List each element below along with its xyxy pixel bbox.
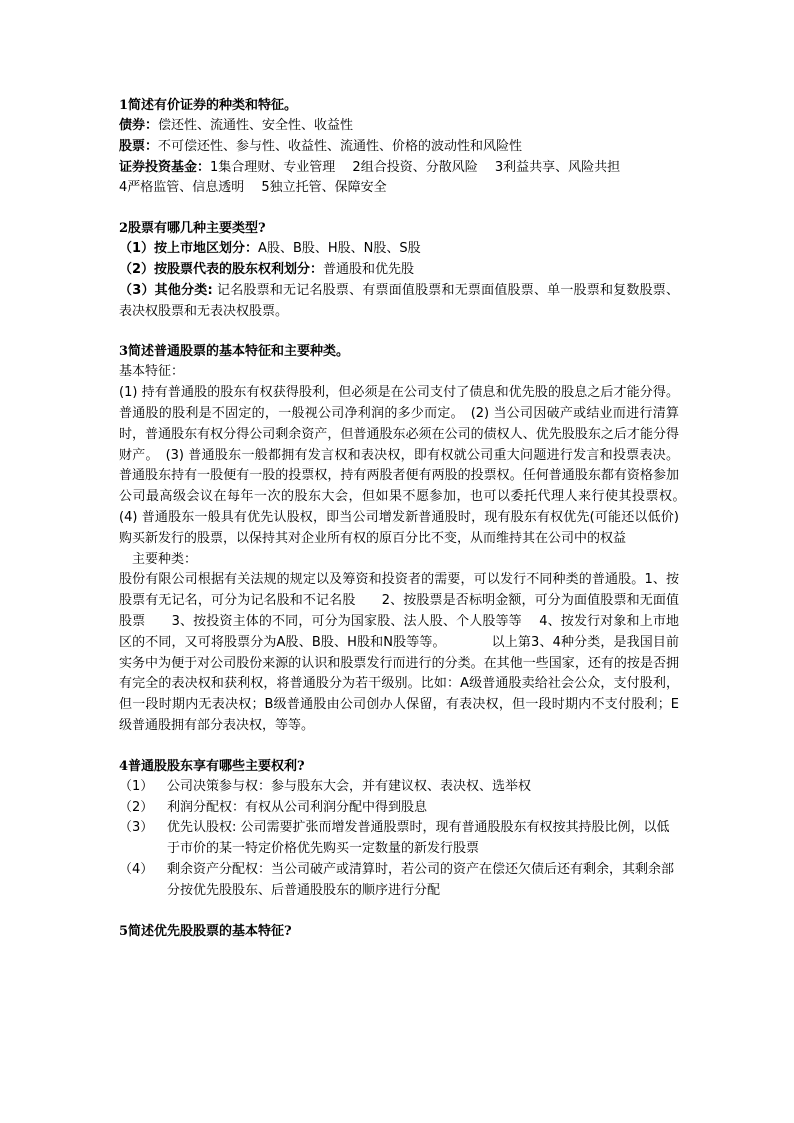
q2-item-2-label: （2）按股票代表的股东权利划分： [119, 261, 324, 277]
q2-item-2 [119, 260, 679, 281]
stock-text: 不可偿还性、参与性、收益性、流通性、价格的波动性和风险性 [158, 138, 523, 154]
document-page [119, 96, 693, 942]
q3-heading: 3简述普通股票的基本特征和主要种类。 [119, 344, 350, 360]
q2-item-3-label: （3）其他分类: [119, 282, 213, 298]
stock-line [119, 137, 679, 158]
list-item-text: 优先认股权: 公司需要扩张而增发普通股票时，现有普通股股东有权按其持股比例，以低于市价的某一特定价格优先购买一定数量的新发行股票 [167, 820, 670, 857]
bond-line [119, 116, 679, 137]
main-types-text: 股份有限公司根据有关法规的规定以及筹资和投资者的需要，可以发行不同种类的普通股。1、按股票有无记名，可分为记名股和不记名股 2、按股票是否标明金额，可分为面值股票和无面值股票 3、按投资主体的不同，可分为国家股、法人股、个人股等等 4、按发行对象和上市地区的不同，又可将股票分为A股、B股、H股和N股等等。 以上第3、4种分类，是我国目前实务中为便于对公司股份来源的认识和股票发行而进行的分类。在其他一些国家，还有的按是否拥有完全的表决权和获利权，将普通股分为若干级别。比如：A级普通股卖给社会公众，支付股利，但一段时期内无表决权；B级普通股由公司创办人保留，有表决权，但一段时期内不支付股利；E级普通股拥有部分表决权，等等。 [119, 572, 679, 733]
main-types-label: 主要种类： [119, 551, 198, 567]
list-item-text: 公司决策参与权：参与股东大会，并有建议权、表决权、选举权 [167, 778, 532, 794]
fund-line-2: 4严格监管、信息透明 5独立托管、保障安全 [119, 180, 387, 196]
bond-label: 债券： [119, 118, 159, 133]
q2-item-1-label: （1）按上市地区划分： [119, 241, 259, 257]
list-item-number: （3） [119, 820, 154, 836]
q2-heading: 2股票有哪几种主要类型? [119, 221, 266, 237]
list-item-number: （2） [119, 799, 154, 815]
fund-text: 1集合理财、专业管理 2组合投资、分散风险 3利益共享、风险共担 [210, 159, 621, 175]
q2-item-2-text: 普通股和优先股 [323, 261, 415, 277]
q2-item-3 [119, 281, 679, 323]
q1-heading: 1简述有价证券的种类和特征。 [119, 98, 298, 113]
list-item-text: 利润分配权：有权从公司利润分配中得到股息 [167, 799, 428, 815]
fund-line [119, 158, 679, 179]
q2-item-1-text: A股、B股、H股、N股、S股 [258, 241, 421, 257]
fund-label: 证券投资基金： [119, 159, 211, 175]
q4-heading: 4普通股股东享有哪些主要权利? [119, 758, 305, 774]
list-item-number: （1） [119, 778, 154, 794]
bond-text: 偿还性、流通性、安全性、收益性 [158, 118, 354, 133]
list-item-text: 剩余资产分配权：当公司破产或清算时，若公司的资产在偿还欠债后还有剩余，其剩余部分按优先股股东、后普通股股东的顺序进行分配 [167, 861, 675, 898]
stock-label: 股票： [119, 138, 159, 154]
list-item [119, 860, 679, 902]
q2-item-3-text: 记名股票和无记名股票、有票面值股票和无票面值股票、单一股票和复数股票、表决权股票和无表决权股票。 [119, 282, 679, 319]
list-item [119, 777, 679, 798]
list-item [119, 818, 679, 860]
basic-features-text: (1) 持有普通股的股东有权获得股利，但必须是在公司支付了债息和优先股的股息之后才能分得。普通股的股利是不固定的，一般视公司净利润的多少而定。 (2) 当公司因破产或结业而进行清算时，普通股东有权分得公司剩余资产，但普通股东必须在公司的债权人、优先股股东之后才能分得财产。 (3) 普通股东一般都拥有发言权和表决权，即有权就公司重大问题进行发言和投票表决。普通股东持有一股便有一股的投票权，持有两股者便有两股的投票权。任何普通股东都有资格参加公司最高级会议在每年一次的股东大会，但如果不愿参加，也可以委托代理人来行使其投票权。 (4) 普通股东一般具有优先认股权，即当公司增发新普通股时，现有股东有权优先(可能还以低价)购买新发行的股票，以保持其对企业所有权的原百分比不变，从而维持其在公司中的权益 [119, 385, 693, 546]
list-item [119, 798, 679, 819]
list-item-number: （4） [119, 861, 154, 877]
q5-heading: 5简述优先股股票的基本特征? [119, 923, 292, 939]
q2-item-1 [119, 239, 679, 260]
basic-features-label: 基本特征： [119, 364, 185, 380]
